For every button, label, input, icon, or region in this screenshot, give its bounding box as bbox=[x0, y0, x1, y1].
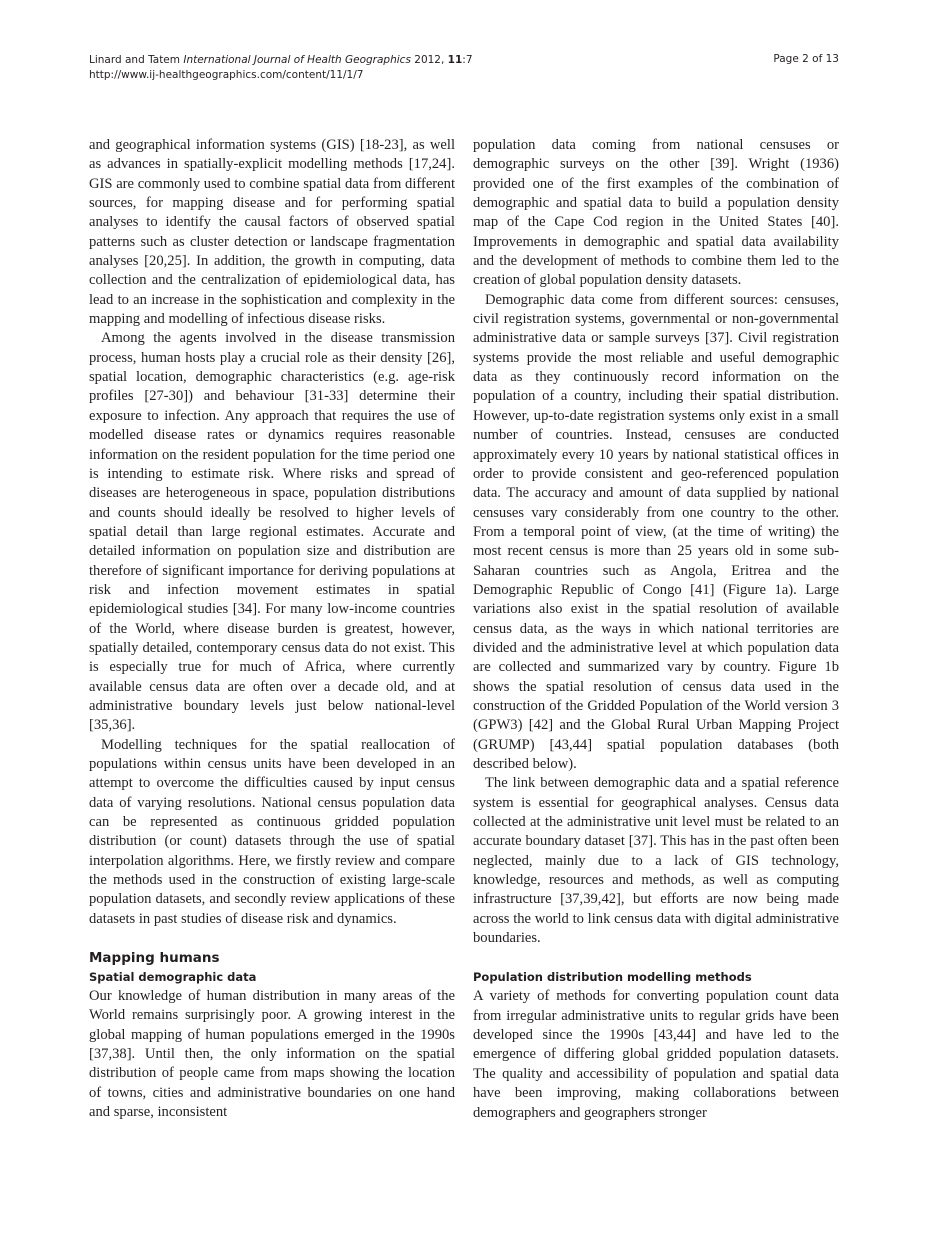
paragraph: Demographic data come from different sources: censuses, civil registration systems, governmental or non-governmental administrative data or sample surveys [37]. Civil registration systems provide the most reliable and useful demographic data as they continuously record information on the population of a country, including their spatial distribution. However, up-to-date registration systems only exist in a small number of countries. Instead, censuses are conducted approximately every 10 years by national statistical offices in order to provide consistent and geo-referenced population data. The accuracy and amount of data supplied by national censuses vary considerably from one country to the other. From a temporal point of view, (at the time of writing) the most recent census is more than 25 years old in some sub-Saharan countries such as Angola, Eritrea and the Demographic Republic of Congo [41] (Figure 1a). Large variations also exist in the spatial resolution of available census data, as the ways in which national territories are divided and the administrative level at which population data are collected and summarized vary by country. Figure 1b shows the spatial resolution of census data used in the construction of the Gridded Population of the World version 3 (GPW3) [42] and the Global Rural Urban Mapping Project (GRUMP) [43,44] spatial population databases (both described below). bbox=[473, 291, 839, 772]
paragraph: Our knowledge of human distribution in many areas of the World remains surprisingly poor. A growing interest in the global mapping of human populations emerged in the 1990s [37,38]. Until then, the only information on the spatial distribution of people came from maps showing the location of towns, cities and administrative boundaries on one hand and sparse, inconsistent bbox=[89, 988, 455, 1121]
paragraph: population data coming from national censuses or demographic surveys on the other [39]. Wright (1936) provided one of the first examples of the combination of demographic and spatial data to build a population density map of the Cape Cod region in the United States [40]. Improvements in demographic and spatial data availability and the development of methods to combine them led to the creation of global population density datasets. bbox=[473, 137, 839, 289]
paragraph: Modelling techniques for the spatial reallocation of populations within census units have been developed in an attempt to overcome the difficulties caused by input census data of varying resolutions. National census population data can be represented as continuous gridded population distribution (or count) datasets through the use of spatial interpolation algorithms. Here, we firstly review and compare the methods used in the construction of existing large-scale population datasets, and secondly review applications of these datasets in past studies of disease risk and dynamics. bbox=[89, 736, 455, 927]
article-number: :7 bbox=[462, 54, 473, 66]
volume: 11 bbox=[447, 54, 463, 66]
right-column bbox=[473, 136, 839, 1123]
article-url[interactable]: http://www.ij-healthgeographics.com/content/11/1/7 bbox=[89, 69, 364, 81]
paragraph: The link between demographic data and a spatial reference system is essential for geographical analyses. Census data collected at the administrative unit level must be related to an accurate boundary dataset [37]. This has in the past often been neglected, mainly due to a lack of GIS technology, knowledge, resources and methods, as well as computing infrastructure [37,39,42], but efforts are now being made across the world to link census data with digital administrative boundaries. bbox=[473, 775, 839, 947]
running-header bbox=[89, 53, 473, 83]
subsection-heading: Spatial demographic data bbox=[89, 970, 257, 985]
paragraph: Among the agents involved in the disease transmission process, human hosts play a crucial role as their density [26], spatial location, demographic characteristics (e.g. age-risk profiles [27-30]) and behaviour [31-33] determine their exposure to infection. Any approach that requires the use of modelled disease rates or dynamics requires reasonable information on the resident population for the time period one is intending to estimate risk. Where risks and spread of diseases are heterogeneous in space, population distributions and counts should ideally be resolved to higher levels of spatial detail than large regional estimates. Accurate and detailed information on population size and distribution are therefore of significant importance for deriving populations at risk and infection movement estimates in spatial epidemiological studies [34]. For many low-income countries of the World, where disease burden is greatest, however, spatially detailed, contemporary census data do not exist. This is especially true for much of Africa, where currently available census data are often over a decade old, and at administrative boundary levels just below national-level [35,36]. bbox=[89, 330, 455, 734]
year: 2012, bbox=[414, 54, 445, 66]
journal-name: International Journal of Health Geographics bbox=[183, 54, 411, 66]
left-column bbox=[89, 136, 455, 1123]
citation-line bbox=[89, 53, 473, 68]
subsection-heading: Population distribution modelling methods bbox=[473, 970, 752, 985]
authors: Linard and Tatem bbox=[89, 54, 180, 66]
section-heading: Mapping humans bbox=[89, 950, 220, 967]
paragraph: and geographical information systems (GIS) [18-23], as well as advances in spatially-explicit modelling methods [17,24]. GIS are commonly used to combine spatial data from different sources, for mapping disease and for performing spatial analyses to identify the causal factors of observed spatial patterns such as cluster detection or landscape fragmentation analyses [20,25]. In addition, the growth in computing, data collection and the centralization of epidemiological data, has lead to an increase in the sophistication and complexity in the mapping and modelling of infectious disease risks. bbox=[89, 137, 455, 328]
paragraph: A variety of methods for converting population count data from irregular administrative units to regular grids have been developed since the 1990s [43,44] and have led to the emergence of differing global gridded population datasets. The quality and accessibility of population and spatial data have been improving, making collaborations between demographers and geographers stronger bbox=[473, 988, 839, 1121]
page-number: Page 2 of 13 bbox=[773, 53, 839, 65]
